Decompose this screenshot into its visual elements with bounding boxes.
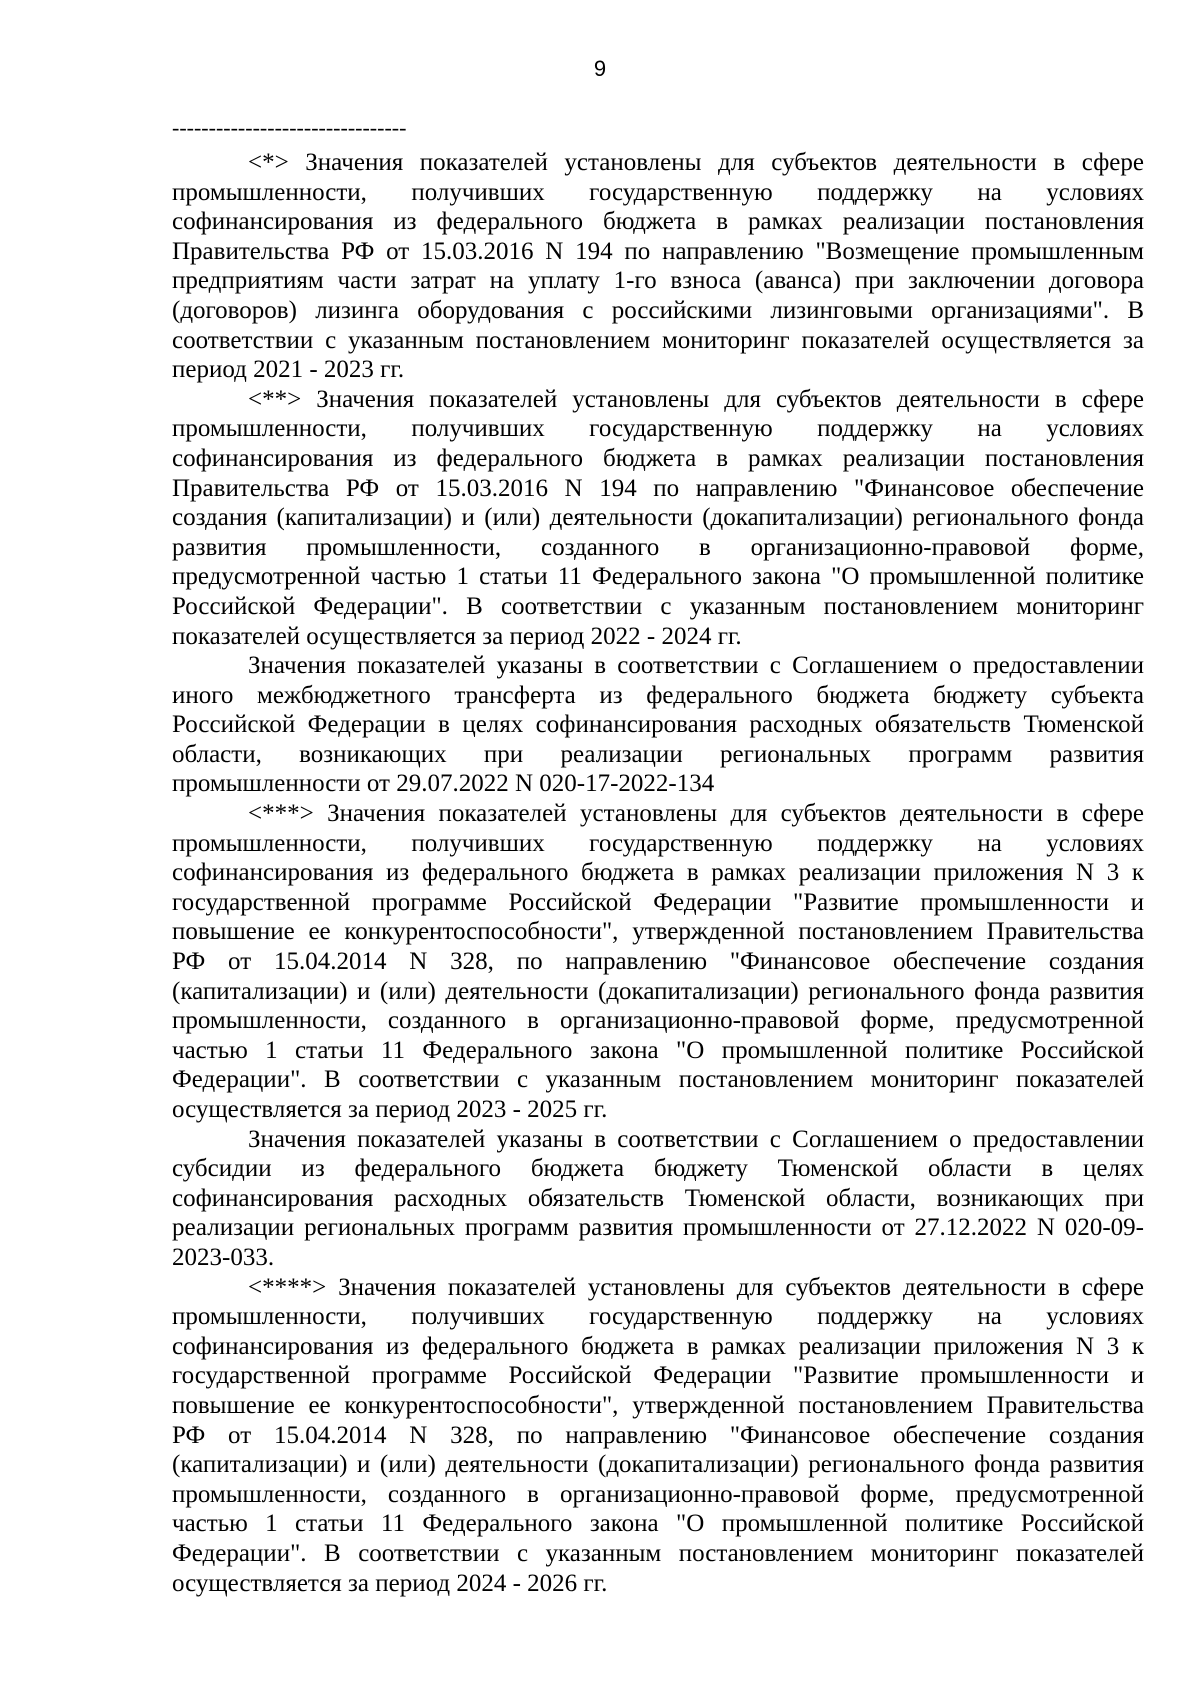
- footnote-3-agreement-paragraph: Значения показателей указаны в соответствии с Соглашением о предоставлении субсидии из федерального бюджета бюджету Тюменской области в целях софинансирования расходных обязательств Тюменской области, возникающих при реализации региональных программ развития промышленности от 27.12.2022 N 020-09-2023-033.: [172, 1125, 1144, 1271]
- footnote-separator: --------------------------------: [172, 115, 407, 140]
- footnote-4-paragraph: <****> Значения показателей установлены для субъектов деятельности в сфере промышленности, получивших государственную поддержку на условиях софинансирования из федерального бюджета в рамках реализации приложения N 3 к государственной программе Российской Федерации "Развитие промышленности и повышение ее конкурентоспособности", утвержденной постановлением Правительства РФ от 15.04.2014 N 328, по направлению "Финансовое обеспечение создания (капитализации) и (или) деятельности (докапитализации) регионального фонда развития промышленности, созданного в организационно-правовой форме, предусмотренной частью 1 статьи 11 Федерального закона "О промышленной политике Российской Федерации". В соответствии с указанным постановлением мониторинг показателей осуществляется за период 2024 - 2026 гг.: [172, 1273, 1144, 1597]
- footnote-2-agreement-paragraph: Значения показателей указаны в соответствии с Соглашением о предоставлении иного межбюджетного трансферта из федерального бюджета бюджету субъекта Российской Федерации в целях софинансирования расходных обязательств Тюменской области, возникающих при реализации региональных программ развития промышленности от 29.07.2022 N 020-17-2022-134: [172, 652, 1144, 798]
- footnotes-body: [172, 148, 1144, 1598]
- page-number: 9: [593, 56, 607, 81]
- footnote-3-paragraph: <***> Значения показателей установлены для субъектов деятельности в сфере промышленности, получивших государственную поддержку на условиях софинансирования из федерального бюджета в рамках реализации приложения N 3 к государственной программе Российской Федерации "Развитие промышленности и повышение ее конкурентоспособности", утвержденной постановлением Правительства РФ от 15.04.2014 N 328, по направлению "Финансовое обеспечение создания (капитализации) и (или) деятельности (докапитализации) регионального фонда развития промышленности, созданного в организационно-правовой форме, предусмотренной частью 1 статьи 11 Федерального закона "О промышленной политике Российской Федерации". В соответствии с указанным постановлением мониторинг показателей осуществляется за период 2023 - 2025 гг.: [172, 800, 1144, 1123]
- footnote-1-paragraph: <*> Значения показателей установлены для субъектов деятельности в сфере промышленности, получивших государственную поддержку на условиях софинансирования из федерального бюджета в рамках реализации постановления Правительства РФ от 15.03.2016 N 194 по направлению "Возмещение промышленным предприятиям части затрат на уплату 1-го взноса (аванса) при заключении договора (договоров) лизинга оборудования с российскими лизинговыми организациями". В соответствии с указанным постановлением мониторинг показателей осуществляется за период 2021 - 2023 гг.: [172, 149, 1144, 384]
- footnote-2-paragraph: <**> Значения показателей установлены для субъектов деятельности в сфере промышленности, получивших государственную поддержку на условиях софинансирования из федерального бюджета в рамках реализации постановления Правительства РФ от 15.03.2016 N 194 по направлению "Финансовое обеспечение создания (капитализации) и (или) деятельности (докапитализации) регионального фонда развития промышленности, созданного в организационно-правовой форме, предусмотренной частью 1 статьи 11 Федерального закона "О промышленной политике Российской Федерации". В соответствии с указанным постановлением мониторинг показателей осуществляется за период 2022 - 2024 гг.: [172, 385, 1144, 650]
